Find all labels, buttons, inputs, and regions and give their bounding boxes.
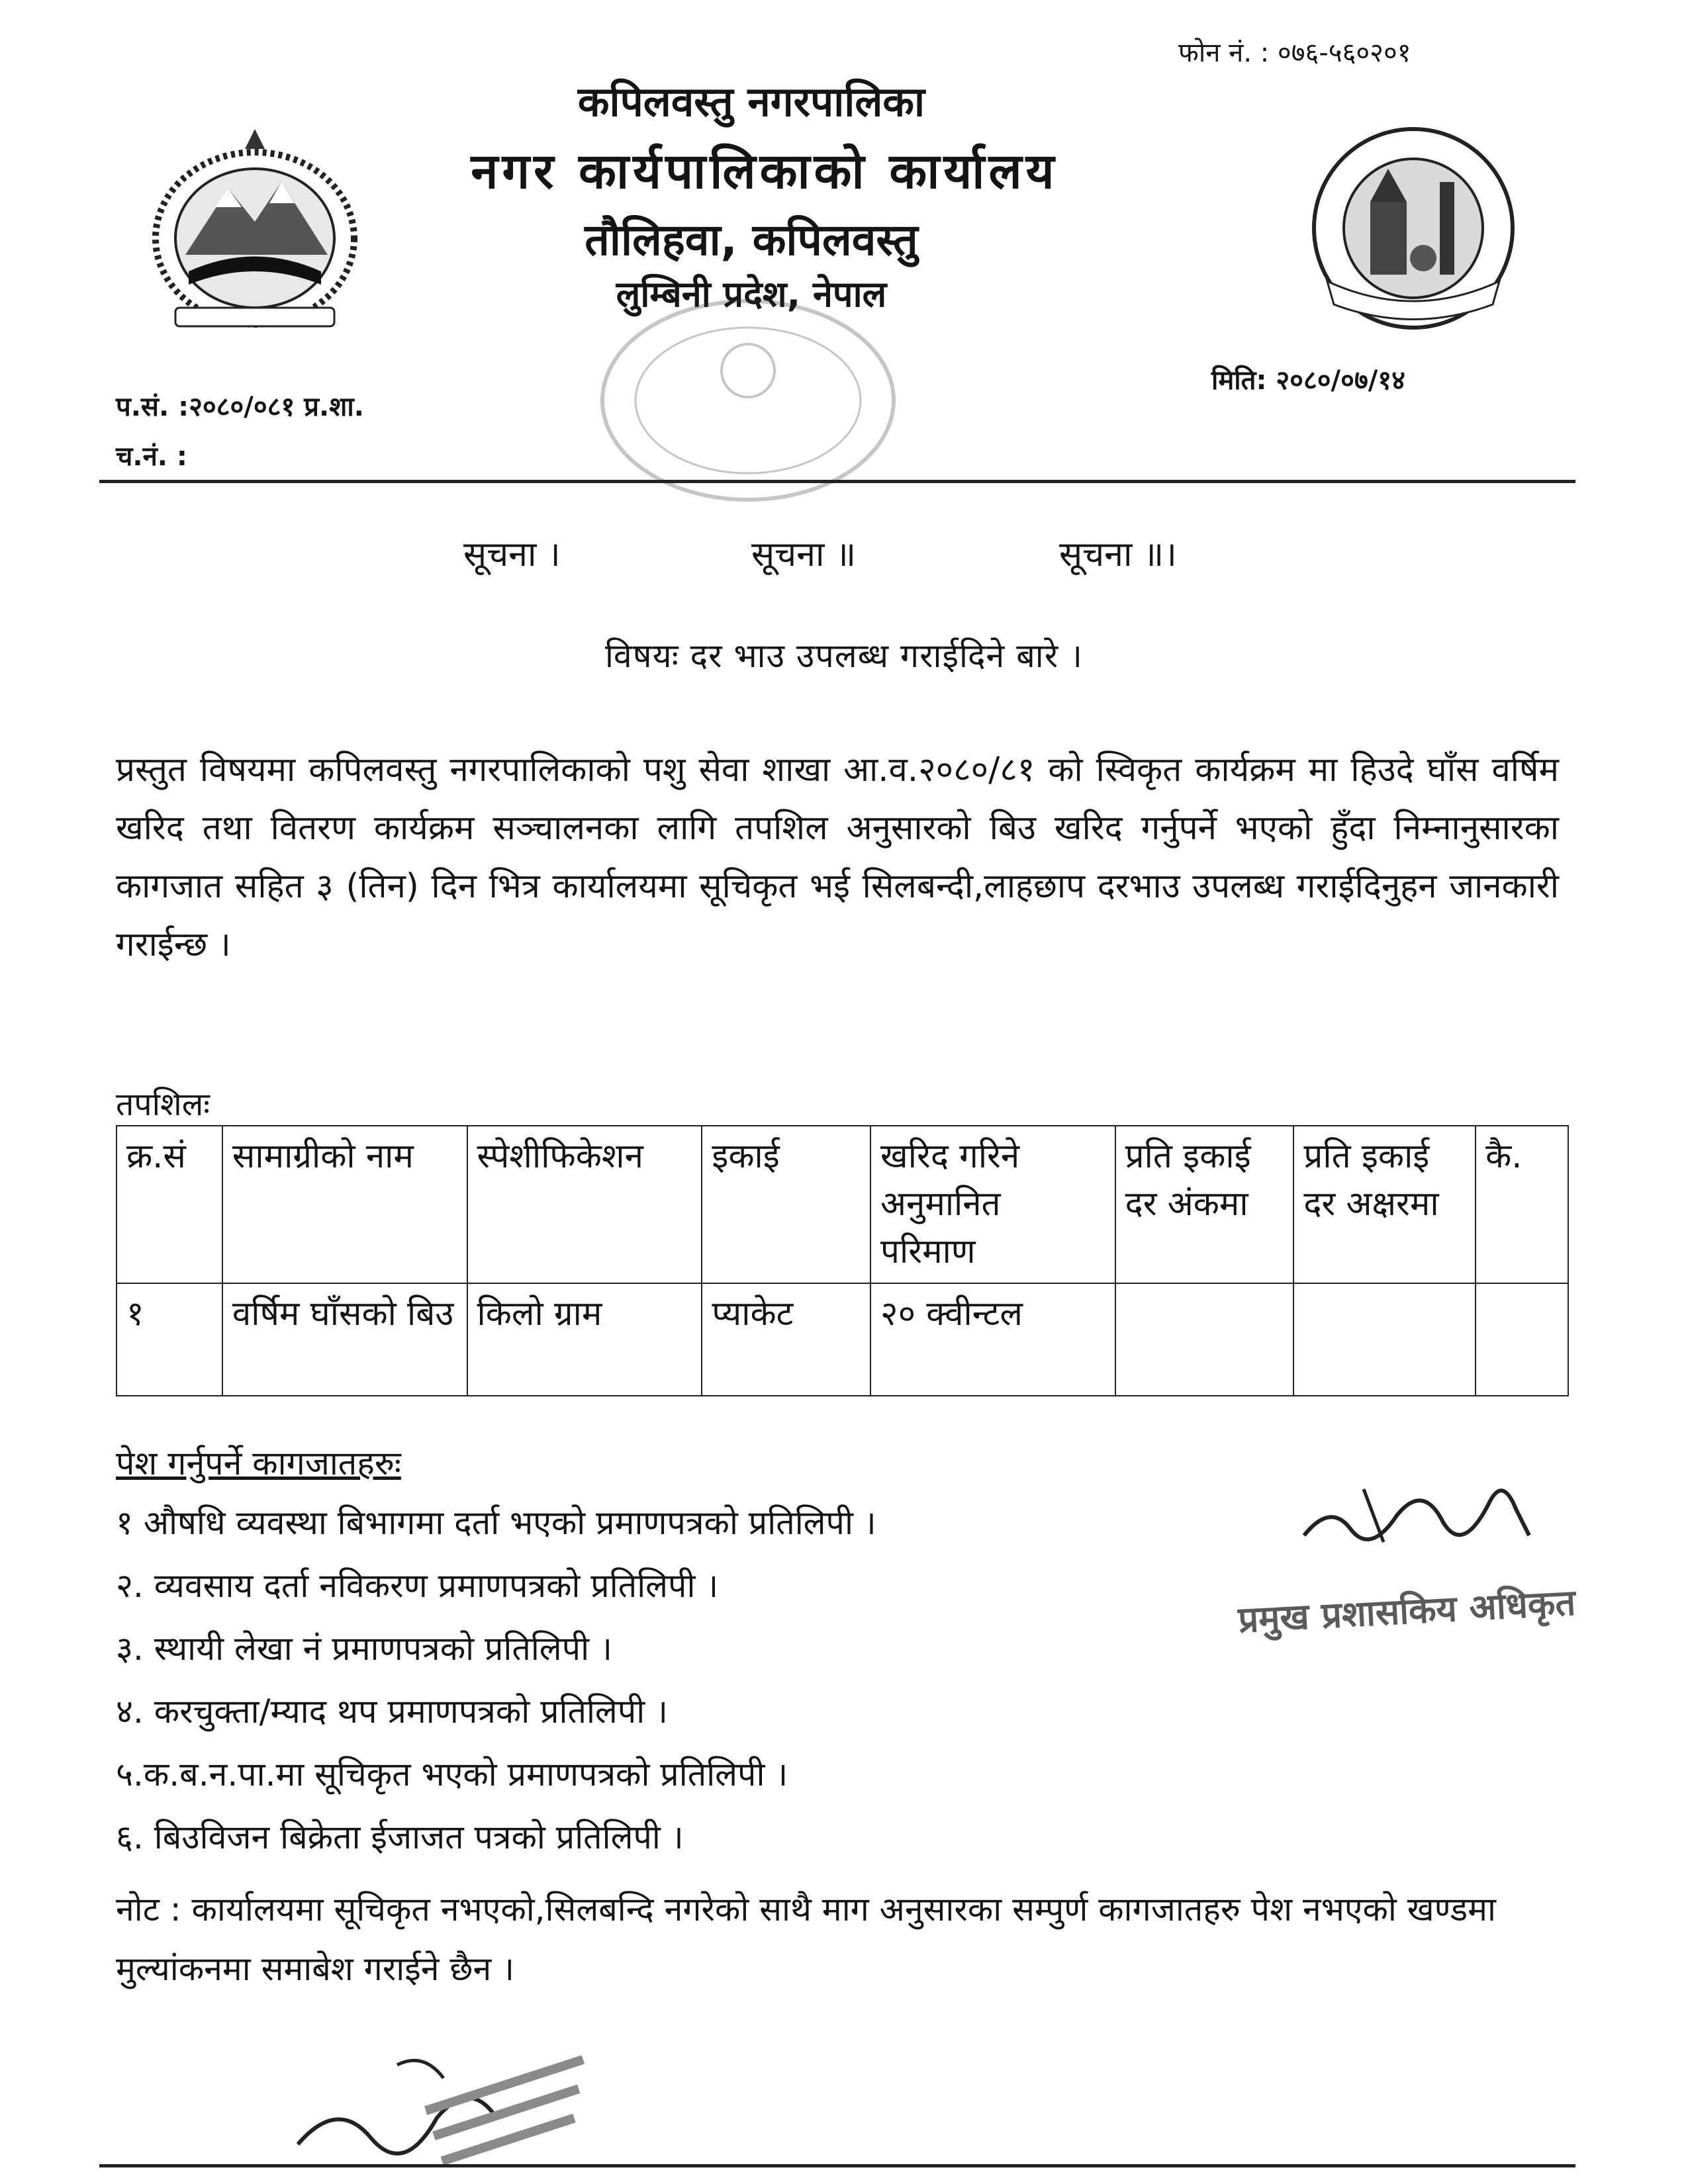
table-header-cell: प्रति इकाई दर अक्षरमा xyxy=(1293,1126,1476,1283)
table-row xyxy=(117,1283,1568,1396)
table-header-cell: कै. xyxy=(1476,1126,1568,1283)
vet-signature-stamp-icon xyxy=(278,2038,622,2177)
officer-signature-icon xyxy=(1291,1463,1542,1562)
header-province: लुम्बिनी प्रदेश, नेपाल xyxy=(616,273,887,315)
details-label: तपशिलः xyxy=(116,1086,210,1123)
table-cell: २० क्वीन्टल xyxy=(870,1283,1115,1396)
document-item: ४. करचुक्ता/म्याद थप प्रमाणपत्रको प्रतिलिपी । xyxy=(116,1692,669,1731)
footer-divider xyxy=(99,2164,1575,2167)
table-cell: किलो ग्राम xyxy=(467,1283,702,1396)
subject-line: विषयः दर भाउ उपलब्ध गराईदिने बारे । xyxy=(604,637,1083,675)
documents-heading: पेश गर्नुपर्ने कागजातहरुः xyxy=(116,1444,401,1482)
dispatch-number: च.नं. : xyxy=(116,441,187,472)
document-item: ३. स्थायी लेखा नं प्रमाणपत्रको प्रतिलिपी । xyxy=(116,1629,612,1668)
document-item: २. व्यवसाय दर्ता नविकरण प्रमाणपत्रको प्रतिलिपी । xyxy=(116,1567,719,1605)
reference-number: प.सं. :२०८०/०८१ प्र.शा. xyxy=(116,392,364,422)
table-header-cell: खरिद गरिने अनुमानित परिमाण xyxy=(870,1126,1115,1283)
table-cell xyxy=(1476,1283,1568,1396)
header-divider xyxy=(99,480,1575,483)
header-office: नगर कार्यपालिकाको कार्यालय xyxy=(471,143,1058,200)
table-header-cell: स्पेशीफिकेशन xyxy=(467,1126,702,1283)
header-location: तौलिहवा, कपिलवस्तु xyxy=(585,214,918,265)
phone-number: फोन नं. : ०७६-५६०२०१ xyxy=(1178,38,1411,68)
body-paragraph: प्रस्तुत विषयमा कपिलवस्तु नगरपालिकाको पशु सेवा शाखा आ.व.२०८०/८१ को स्विकृत कार्यक्रम मा हिउदे घाँस वर्षिम खरिद तथा वितरण कार्यक्रम सञ्चालनका लागि तपशिल अनुसारको बिउ खरिद गर्नुपर्ने भएको हुँदा निम्नानुसारका कागजात सहित ३ (तिन) दिन भित्र कार्यालयमा सूचिकृत भई सिलबन्दी,लाहछाप दरभाउ उपलब्ध गराईदिनुहन जानकारी गराईन्छ । xyxy=(116,751,1559,964)
table-header-cell: क्र.सं xyxy=(117,1126,222,1283)
table-cell: १ xyxy=(117,1283,222,1396)
officer-title-stamp: प्रमुख प्रशासकिय अधिकृत xyxy=(1237,1581,1577,1641)
table-header-cell: इकाई xyxy=(702,1126,870,1283)
table-cell xyxy=(1293,1283,1476,1396)
notice-label-3: सूचना ॥। xyxy=(1059,535,1177,574)
note-paragraph: नोट : कार्यालयमा सूचिकृत नभएको,सिलबन्दि नगरेको साथै माग अनुसारका सम्पुर्ण कागजातहरु पेश नभएको खण्डमा मुल्यांकनमा समाबेश गराईने छैन । xyxy=(116,1890,1497,1988)
table-cell xyxy=(1115,1283,1294,1396)
items-table xyxy=(116,1125,1569,1396)
document-item: ६. बिउविजन बिक्रेता ईजाजत पत्रको प्रतिलिपी । xyxy=(116,1818,684,1856)
office-seal-icon xyxy=(596,291,900,510)
table-cell: प्याकेट xyxy=(702,1283,870,1396)
document-item: ५.क.ब.न.पा.मा सूचिकृत भएको प्रमाणपत्रको प्रतिलिपी । xyxy=(116,1755,788,1794)
table-header-cell: सामाग्रीको नाम xyxy=(222,1126,467,1283)
document-item: १ औषधि व्यवस्था बिभागमा दर्ता भएको प्रमाणपत्रको प्रतिलिपी । xyxy=(116,1504,876,1542)
table-cell: वर्षिम घाँसको बिउ xyxy=(222,1283,467,1396)
notice-label-1: सूचना । xyxy=(463,535,561,574)
notice-label-2: सूचना ॥ xyxy=(751,535,857,574)
header-municipality: कपिलवस्तु नगरपालिका xyxy=(577,77,925,126)
letter-date: मिति: २०८०/०७/१४ xyxy=(1211,365,1405,396)
table-header-row xyxy=(117,1126,1568,1283)
table-header-cell: प्रति इकाई दर अंकमा xyxy=(1115,1126,1294,1283)
